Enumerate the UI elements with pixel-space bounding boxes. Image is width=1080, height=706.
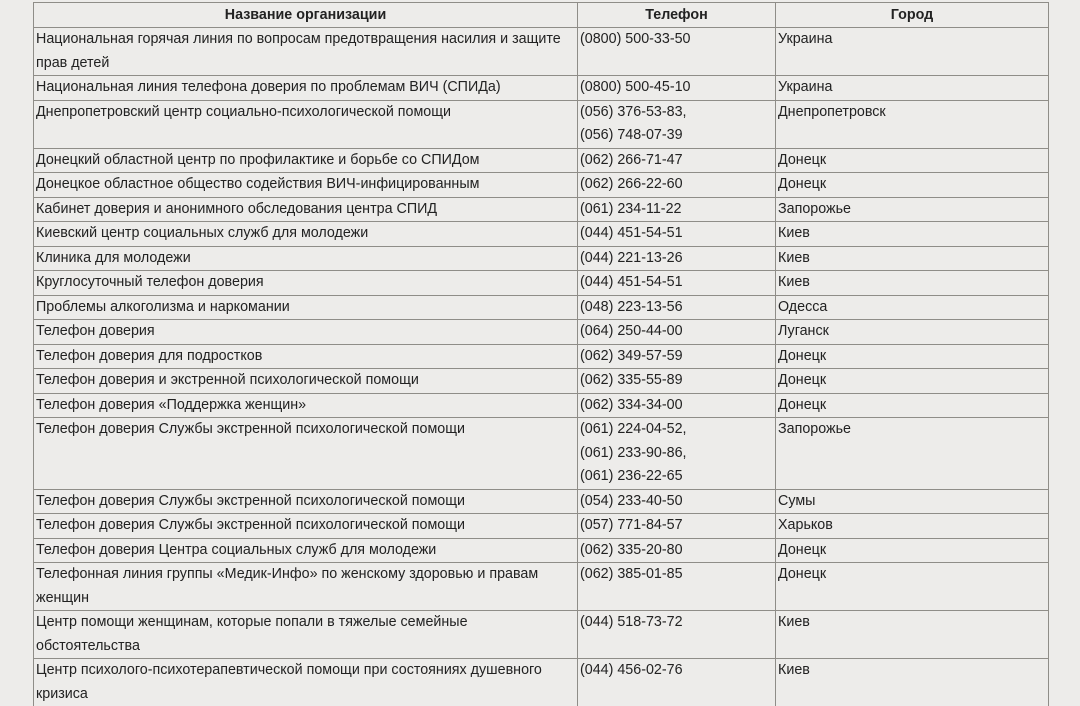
phone-cell: (054) 233-40-50 — [578, 489, 776, 514]
city-cell: Донецк — [776, 393, 1049, 418]
phone-cell: (056) 376-53-83, (056) 748-07-39 — [578, 100, 776, 148]
table-row — [34, 271, 1049, 296]
phone-cell: (062) 335-20-80 — [578, 538, 776, 563]
organization-cell: Киевский центр социальных служб для молодежи — [34, 222, 578, 247]
organization-cell: Телефон доверия Службы экстренной психологической помощи — [34, 418, 578, 490]
city-cell: Киев — [776, 222, 1049, 247]
organization-cell: Донецкое областное общество содействия ВИЧ-инфицированным — [34, 173, 578, 198]
phone-cell: (062) 385-01-85 — [578, 563, 776, 611]
table-row — [34, 563, 1049, 611]
table-row — [34, 489, 1049, 514]
city-cell: Сумы — [776, 489, 1049, 514]
city-cell: Харьков — [776, 514, 1049, 539]
table-row — [34, 514, 1049, 539]
phone-cell: (044) 456-02-76 — [578, 659, 776, 706]
organization-cell: Кабинет доверия и анонимного обследования центра СПИД — [34, 197, 578, 222]
table-row — [34, 197, 1049, 222]
table-row — [34, 538, 1049, 563]
table-row — [34, 393, 1049, 418]
city-cell: Запорожье — [776, 418, 1049, 490]
city-cell: Киев — [776, 246, 1049, 271]
table-row — [34, 148, 1049, 173]
table-row — [34, 295, 1049, 320]
city-cell: Донецк — [776, 369, 1049, 394]
phone-cell: (061) 234-11-22 — [578, 197, 776, 222]
organization-cell: Клиника для молодежи — [34, 246, 578, 271]
header-city: Город — [776, 3, 1049, 28]
table-row — [34, 100, 1049, 148]
phone-cell: (062) 349-57-59 — [578, 344, 776, 369]
city-cell: Украина — [776, 76, 1049, 101]
city-cell: Донецк — [776, 173, 1049, 198]
table-row — [34, 369, 1049, 394]
organization-cell: Телефон доверия и экстренной психологической помощи — [34, 369, 578, 394]
organization-cell: Телефон доверия Службы экстренной психологической помощи — [34, 514, 578, 539]
organization-cell: Национальная горячая линия по вопросам предотвращения насилия и защите прав детей — [34, 28, 578, 76]
city-cell: Донецк — [776, 538, 1049, 563]
phone-cell: (044) 221-13-26 — [578, 246, 776, 271]
phone-cell: (048) 223-13-56 — [578, 295, 776, 320]
city-cell: Киев — [776, 611, 1049, 659]
city-cell: Одесса — [776, 295, 1049, 320]
table-row — [34, 418, 1049, 490]
city-cell: Киев — [776, 659, 1049, 706]
city-cell: Запорожье — [776, 197, 1049, 222]
city-cell: Украина — [776, 28, 1049, 76]
table-header-row — [34, 3, 1049, 28]
phone-cell: (062) 334-34-00 — [578, 393, 776, 418]
table-row — [34, 246, 1049, 271]
phone-cell: (057) 771-84-57 — [578, 514, 776, 539]
phone-cell: (0800) 500-45-10 — [578, 76, 776, 101]
phone-cell: (062) 335-55-89 — [578, 369, 776, 394]
organization-cell: Телефон доверия — [34, 320, 578, 345]
organization-cell: Днепропетровский центр социально-психологической помощи — [34, 100, 578, 148]
table-row — [34, 611, 1049, 659]
phone-cell: (044) 451-54-51 — [578, 271, 776, 296]
table-row — [34, 76, 1049, 101]
table-row — [34, 659, 1049, 706]
organization-cell: Телефон доверия «Поддержка женщин» — [34, 393, 578, 418]
organization-cell: Телефон доверия для подростков — [34, 344, 578, 369]
organization-cell: Телефон доверия Центра социальных служб для молодежи — [34, 538, 578, 563]
phone-cell: (062) 266-22-60 — [578, 173, 776, 198]
phone-cell: (064) 250-44-00 — [578, 320, 776, 345]
organization-cell: Телефонная линия группы «Медик-Инфо» по женскому здоровью и правам женщин — [34, 563, 578, 611]
table-row — [34, 320, 1049, 345]
phone-cell: (044) 518-73-72 — [578, 611, 776, 659]
hotlines-table — [33, 2, 1049, 706]
organization-cell: Донецкий областной центр по профилактике и борьбе со СПИДом — [34, 148, 578, 173]
header-phone: Телефон — [578, 3, 776, 28]
organization-cell: Круглосуточный телефон доверия — [34, 271, 578, 296]
city-cell: Донецк — [776, 344, 1049, 369]
organization-cell: Проблемы алкоголизма и наркомании — [34, 295, 578, 320]
organization-cell: Национальная линия телефона доверия по проблемам ВИЧ (СПИДа) — [34, 76, 578, 101]
table-row — [34, 344, 1049, 369]
header-organization: Название организации — [34, 3, 578, 28]
phone-cell: (044) 451-54-51 — [578, 222, 776, 247]
organization-cell: Центр помощи женщинам, которые попали в тяжелые семейные обстоятельства — [34, 611, 578, 659]
organization-cell: Центр психолого-психотерапевтической помощи при состояниях душевного кризиса — [34, 659, 578, 706]
city-cell: Донецк — [776, 563, 1049, 611]
city-cell: Донецк — [776, 148, 1049, 173]
city-cell: Киев — [776, 271, 1049, 296]
table-row — [34, 28, 1049, 76]
phone-cell: (061) 224-04-52, (061) 233-90-86, (061) 236-22-65 — [578, 418, 776, 490]
city-cell: Днепропетровск — [776, 100, 1049, 148]
table-row — [34, 173, 1049, 198]
phone-cell: (062) 266-71-47 — [578, 148, 776, 173]
table-row — [34, 222, 1049, 247]
organization-cell: Телефон доверия Службы экстренной психологической помощи — [34, 489, 578, 514]
phone-cell: (0800) 500-33-50 — [578, 28, 776, 76]
city-cell: Луганск — [776, 320, 1049, 345]
